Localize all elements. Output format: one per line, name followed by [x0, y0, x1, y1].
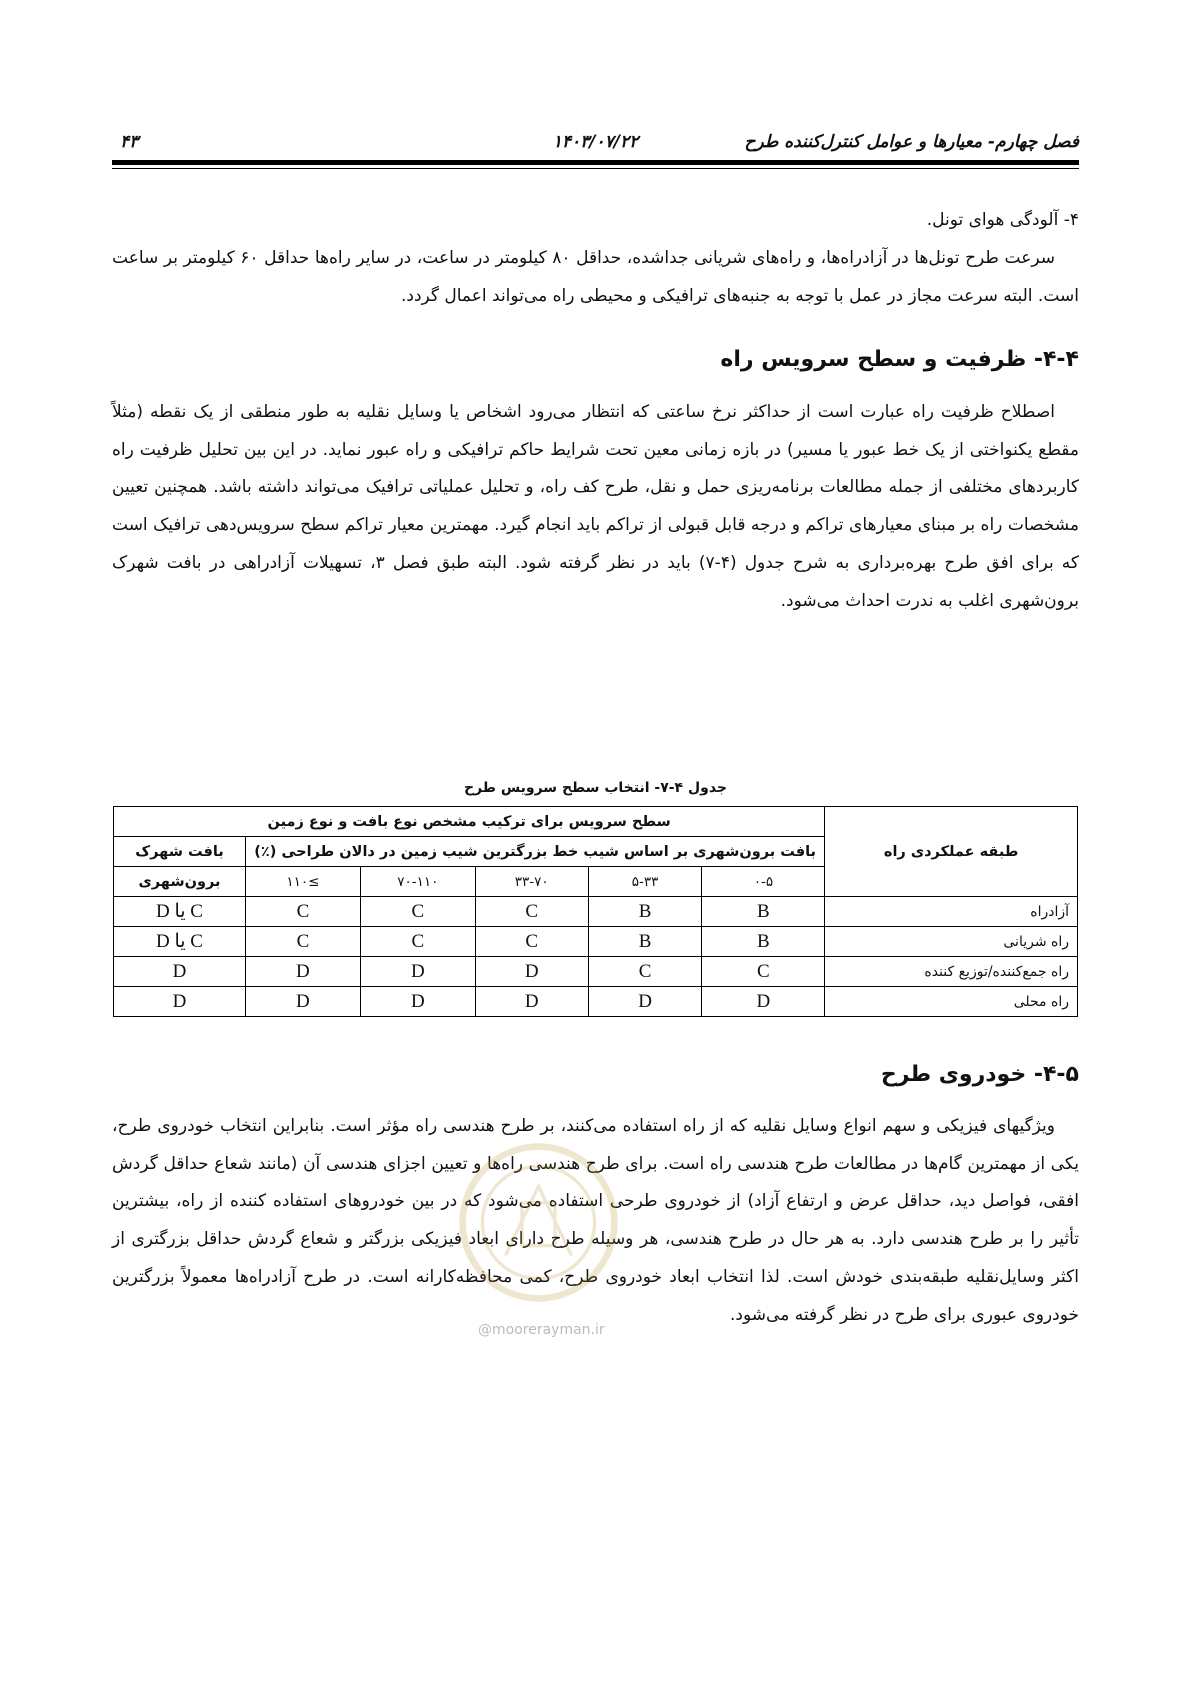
design-vehicle-paragraph: ویژگیهای فیزیکی و سهم انواع وسایل نقلیه که از راه استفاده می‌کنند، بر طرح هندسی راه مؤثر است. بنابراین انتخاب خودروی طرح، یکی از مهمترین گام‌ها در مطالعات طرح هندسی راه است. برای طرح هندسی راه‌ها و تعیین اجزای هندسی آن (مانند شعاع حداقل گردش افقی، فواصل دید، حداقل عرض و ارتفاع آزاد) از خودروی طرحی استفاده می‌شود که در بین خودروهای استفاده کننده از راه، بیشترین تأثیر را بر طرح هندسی دارد. به هر حال در طرح هندسی، هر وسیله طرح دارای ابعاد فیزیکی بزرگتر و شعاع گردش حداقل بزرگتری از اکثر وسایل‌نقلیه طبقه‌بندی خودش است. لذا انتخاب ابعاد خودروی طرح، کمی محافظه‌کارانه است. در طرح آزادراه‌ها معمولاً بزرگترین خودروی عبوری برای طرح در نظر گرفته می‌شود. [112, 1116, 1079, 1325]
table-cell: C [475, 897, 588, 927]
table-cell: C [360, 897, 475, 927]
watermark-handle: @moorerayman.ir [478, 1322, 605, 1338]
slope-range: ≥۱۱۰ [245, 867, 360, 897]
page-number: ۴۳ [120, 132, 139, 152]
table-cell: C [588, 957, 702, 987]
slope-range: ۳۳-۷۰ [475, 867, 588, 897]
table-row [114, 957, 1078, 987]
header-suburban-2: برون‌شهری [114, 867, 246, 897]
header-date: ۱۴۰۳/۰۷/۲۲ [552, 132, 639, 152]
table-row [114, 987, 1078, 1017]
chapter-title: فصل چهارم- معیارها و عوامل کنترل‌کننده طرح [744, 132, 1079, 152]
table-cell: D [114, 987, 246, 1017]
table-cell: D [114, 957, 246, 987]
table-cell: B [588, 927, 702, 957]
header-slope: بافت برون‌شهری بر اساس شیب خط بزرگترین شیب زمین در دالان طراحی (٪) [245, 837, 824, 867]
header-functional-class: طبقه عملکردی راه [825, 807, 1078, 897]
table-cell: C [360, 927, 475, 957]
table-cell: C [702, 957, 825, 987]
table-caption: جدول ۴-۷- انتخاب سطح سرویس طرح [463, 780, 727, 796]
table-header-row [114, 807, 1078, 837]
table-cell: B [702, 927, 825, 957]
slope-range: ۵-۳۳ [588, 867, 702, 897]
table-cell: D [360, 987, 475, 1017]
list-item-air-pollution: ۴- آلودگی هوای تونل. [926, 210, 1079, 230]
header-rule-thick [112, 160, 1079, 165]
capacity-paragraph: اصطلاح ظرفیت راه عبارت است از حداکثر نرخ ساعتی که انتظار می‌رود اشخاص یا وسایل نقلیه به طور منطقی از یک نقطه (مثلاً مقطع یکنواختی از یک خط عبور یا مسیر) در بازه زمانی معین تحت شرایط حاکم ترافیکی و راه عبور نماید. در این بین تحلیل ظرفیت راه کاربردهای مختلفی از جمله مطالعات برنامه‌ریزی حمل و نقل، طرح کف راه، و تحلیل عملیاتی ترافیک می‌تواند داشته باشد. همچنین تعیین مشخصات راه بر مبنای معیارهای تراکم و درجه قابل قبولی از تراکم باید انجام گیرد. مهمترین معیار تراکم سطح سرویس‌دهی ترافیک است که برای افق طرح بهره‌برداری به شرح جدول (۴-۷) باید در نظر گرفته شود. البته طبق فصل ۳، تسهیلات آزادراهی در بافت شهرک برون‌شهری اغلب به ندرت احداث می‌شود. [112, 402, 1080, 611]
table-cell: D [702, 987, 825, 1017]
header-suburban-1: بافت شهرک [114, 837, 246, 867]
section-heading-design-vehicle: ۴-۵- خودروی طرح [880, 1062, 1079, 1087]
header-service-level: سطح سرویس برای ترکیب مشخص نوع بافت و نوع زمین [114, 807, 825, 837]
table-cell: C [245, 927, 360, 957]
road-class-cell: آزادراه [825, 897, 1078, 927]
table-cell: B [588, 897, 702, 927]
slope-range: ۰-۵ [702, 867, 825, 897]
speed-paragraph: سرعت طرح تونل‌ها در آزادراه‌ها، و راه‌های شریانی جداشده، حداقل ۸۰ کیلومتر در ساعت، در سایر راه‌ها حداقل ۶۰ کیلومتر بر ساعت است. البته سرعت مجاز در عمل با توجه به جنبه‌های ترافیکی و محیطی راه می‌تواند اعمال گردد. [112, 248, 1079, 306]
table-cell: D [475, 957, 588, 987]
table-cell: C [475, 927, 588, 957]
watermark-seal-icon [456, 1140, 621, 1305]
running-header [112, 132, 1079, 154]
header-rule-thin [112, 168, 1079, 169]
road-class-cell: راه شریانی [825, 927, 1078, 957]
service-level-table [113, 806, 1078, 1017]
table-cell: C یا D [114, 897, 246, 927]
table-cell: B [702, 897, 825, 927]
table-row [114, 927, 1078, 957]
table-cell: D [360, 957, 475, 987]
section-heading-capacity: ۴-۴- ظرفیت و سطح سرویس راه [720, 347, 1079, 372]
slope-range: ۷۰-۱۱۰ [360, 867, 475, 897]
table-cell: D [475, 987, 588, 1017]
road-class-cell: راه محلی [825, 987, 1078, 1017]
road-class-cell: راه جمع‌کننده/توزیع کننده [825, 957, 1078, 987]
table-cell: D [588, 987, 702, 1017]
table-cell: D [245, 957, 360, 987]
table-row [114, 897, 1078, 927]
table-cell: C [245, 897, 360, 927]
table-cell: C یا D [114, 927, 246, 957]
table-cell: D [245, 987, 360, 1017]
